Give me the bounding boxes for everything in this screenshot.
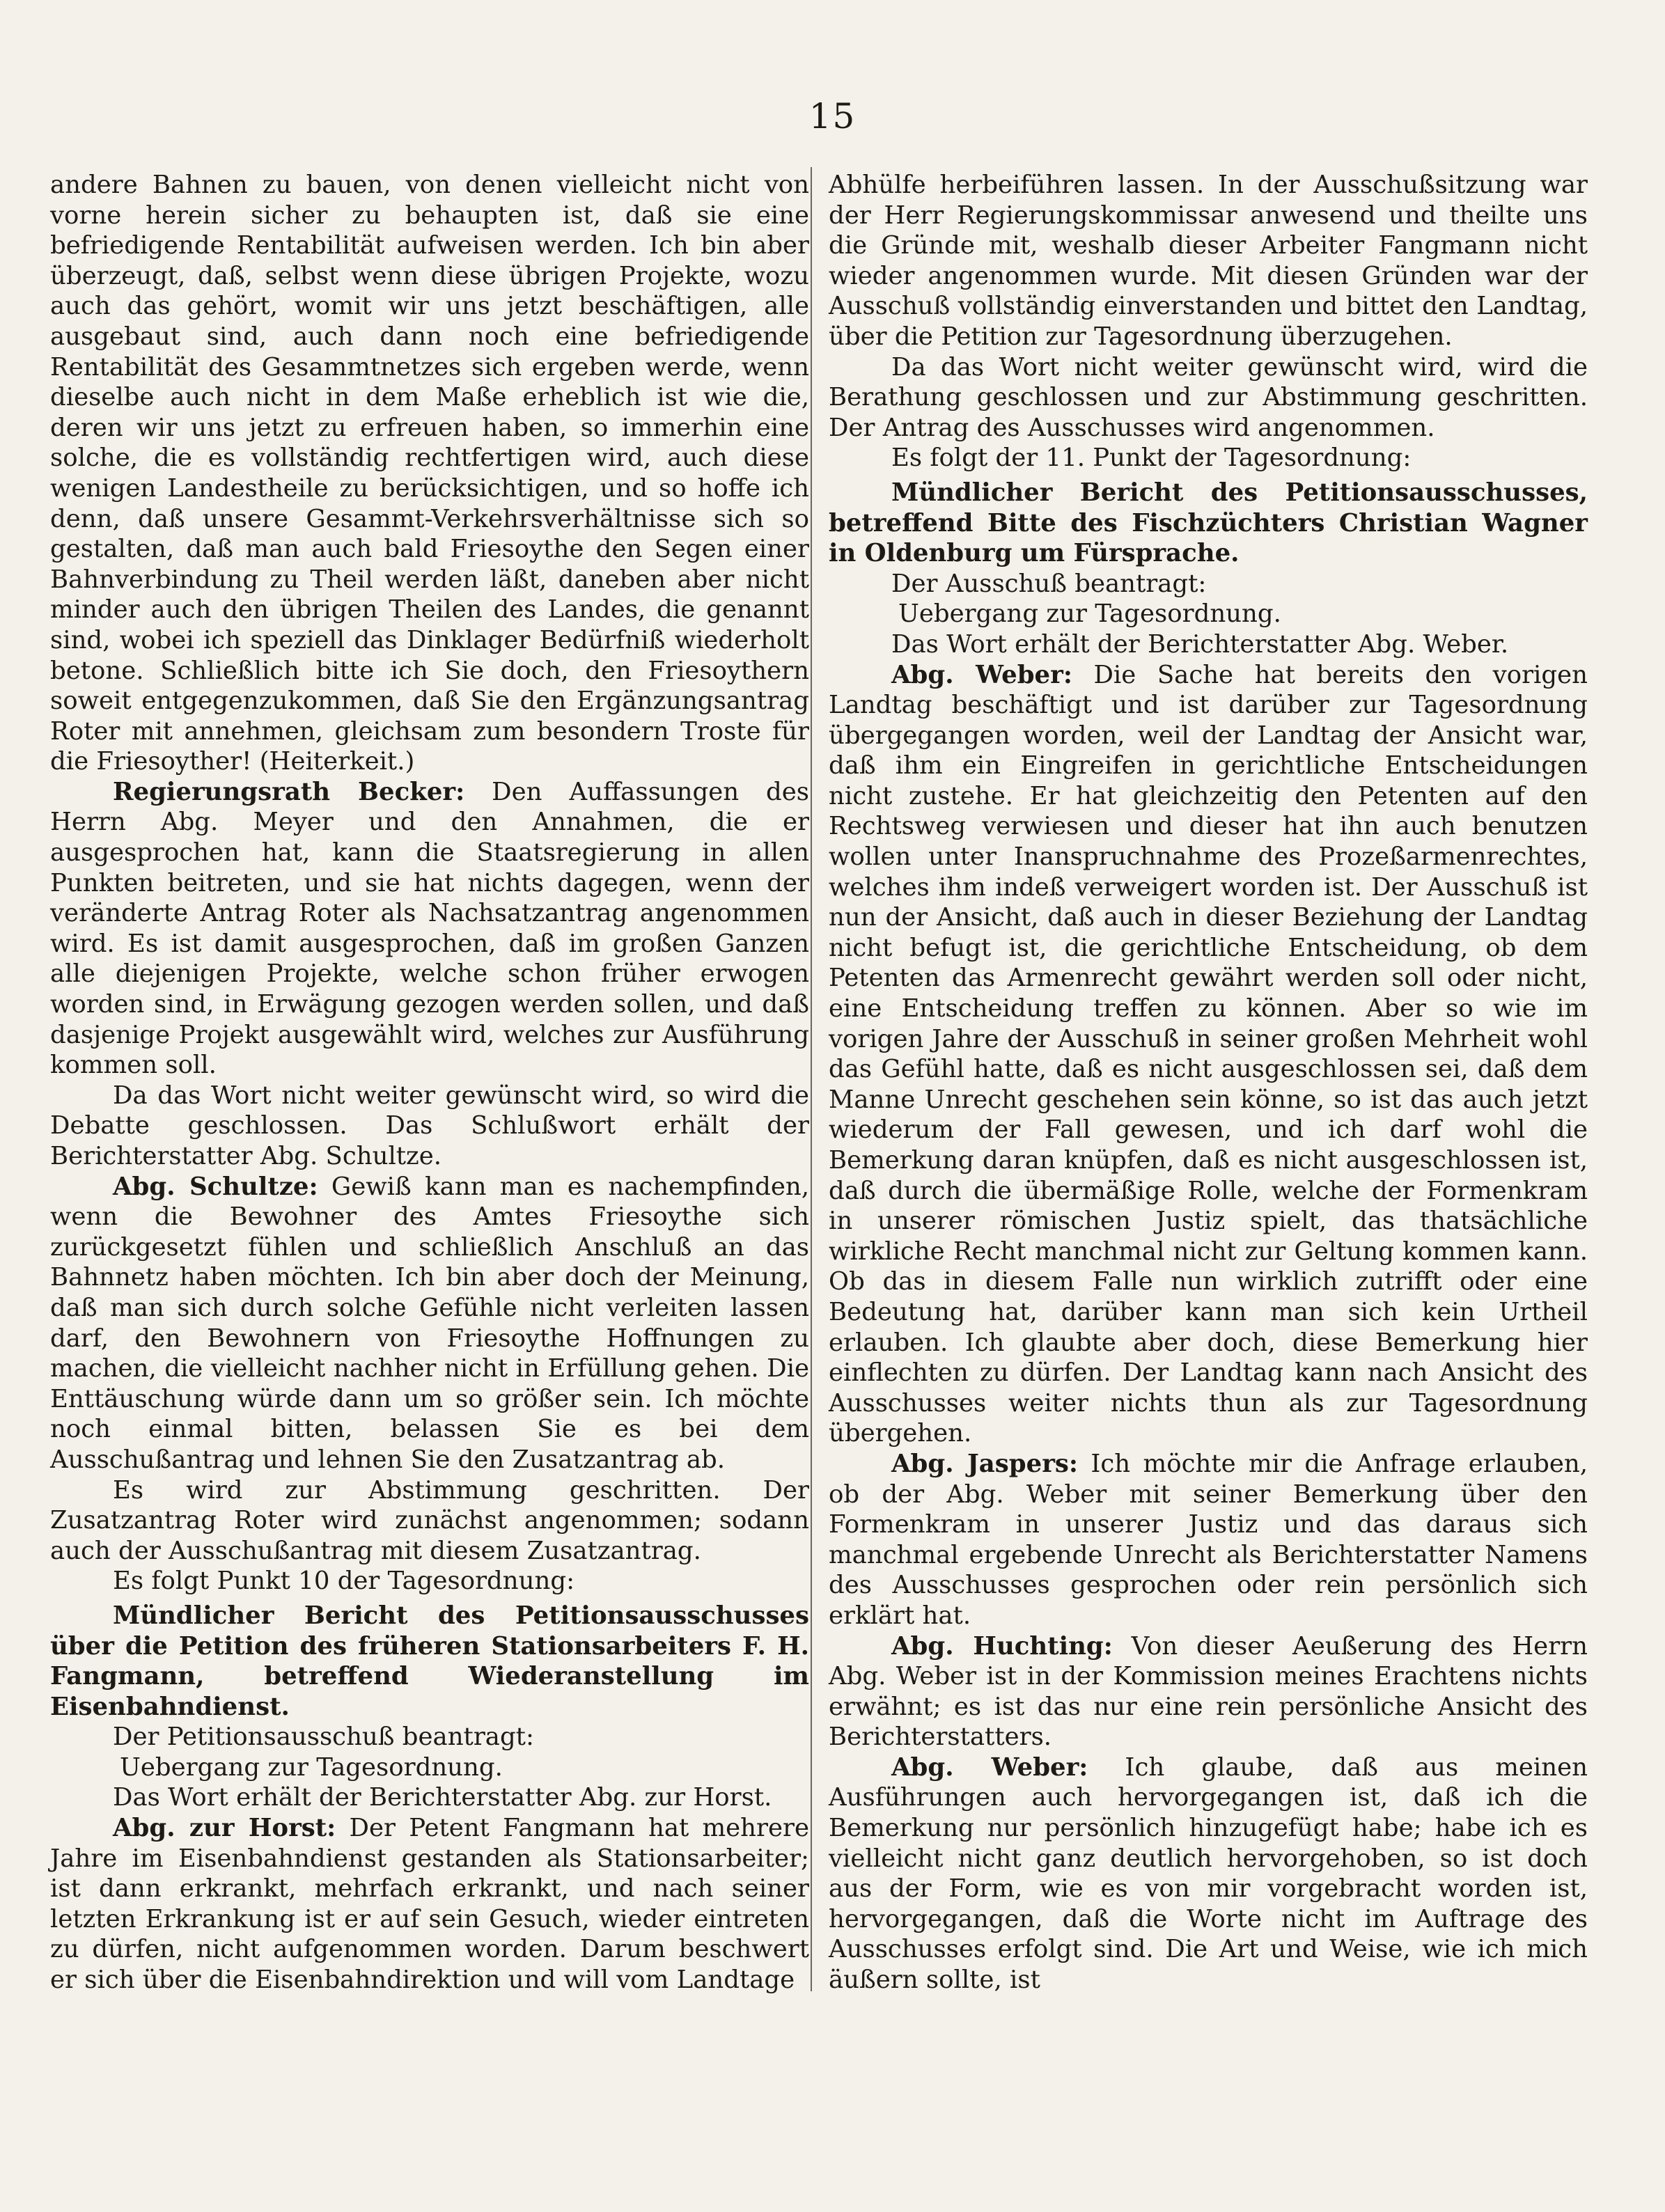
speaker-name: Abg. Weber: — [891, 1752, 1088, 1782]
speaker-name: Regierungsrath Becker: — [113, 777, 465, 806]
paragraph — [829, 1449, 1588, 1631]
paragraph — [829, 660, 1588, 1449]
page-number: 15 — [808, 96, 857, 136]
speech-text: Die Sache hat bereits den vorigen Landtag beschäftigt und ist darüber zur Tagesordnung übergegangen worden, weil der Landtag der Ansicht war, daß ihm ein Eingreifen in gerichtliche Entscheidungen nicht zustehe. Er hat gleichzeitig den Petenten auf den Rechtsweg verwiesen und dieser hat ihn auch benutzen wollen unter Inanspruchnahme des Prozeßarmenrechtes, welches ihm indeß verweigert worden ist. Der Ausschuß ist nun der Ansicht, daß auch in dieser Beziehung der Landtag nicht befugt ist, die gerichtliche Entscheidung, ob dem Petenten das Armenrecht gewährt werden soll oder nicht, eine Entscheidung treffen zu können. Aber so wie im vorigen Jahre der Ausschuß in seiner großen Mehrheit wohl das Gefühl hatte, daß es nicht ausgeschlossen sei, daß dem Manne Unrecht geschehen sein könne, so ist das auch jetzt wiederum der Fall gewesen, und ich darf wohl die Bemerkung daran knüpfen, daß es nicht ausgeschlossen ist, daß durch die übermäßige Rolle, welche der Formenkram in unserer römischen Justiz spielt, das thatsächliche wirkliche Recht manchmal nicht zur Geltung kommen kann. Ob das in diesem Falle nun wirklich zutrifft oder eine Bedeutung hat, darüber kann man sich kein Urtheil erlauben. Ich glaubte aber doch, diese Bemerkung hier einflechten zu dürfen. Der Landtag kann nach Ansicht des Ausschusses weiter nichts thun als zur Tagesordnung übergehen. — [829, 660, 1588, 1448]
speaker-name: Abg. Schultze: — [113, 1172, 318, 1201]
paragraph: andere Bahnen zu bauen, von denen vielleicht nicht von vorne herein sicher zu behaupten ist, daß sie eine befriedigende Rentabilität aufweisen werden. Ich bin aber überzeugt, daß, selbst wenn diese übrigen Projekte, wozu auch das gehört, womit wir uns jetzt beschäftigen, alle ausgebaut sind, auch dann noch eine befriedigende Rentabilität des Gesammtnetzes sich ergeben werde, wenn dieselbe auch nicht in dem Maße erheblich ist wie die, deren wir uns jetzt zu erfreuen haben, so immerhin eine solche, die es vollständig rechtfertigen wird, auch diese wenigen Landestheile zu berücksichtigen, und so hoffe ich denn, daß unsere Gesammt-Verkehrsverhältnisse sich so gestalten, daß man auch bald Friesoythe den Segen einer Bahnverbindung zu Theil werden läßt, daneben aber nicht minder auch den übrigen Theilen des Landes, die genannt sind, wobei ich speziell das Dinklager Bedürfniß wiederholt betone. Schließlich bitte ich Sie doch, den Friesoythern soweit entgegenzukommen, daß Sie den Ergänzungsantrag Roter mit annehmen, gleichsam zum besondern Troste für die Friesoyther! (Heiterkeit.) — [50, 171, 809, 776]
speech-text: Gewiß kann man es nachempfinden, wenn die Bewohner des Amtes Friesoythe sich zurückgesetzt fühlen und schließlich Anschluß an das Bahnnetz haben möchten. Ich bin aber doch der Meinung, daß man sich durch solche Gefühle nicht verleiten lassen darf, den Bewohnern von Friesoythe Hoffnungen zu machen, die vielleicht nachher nicht in Erfüllung gehen. Die Enttäuschung würde dann um so größer sein. Ich möchte noch einmal bitten, belassen Sie es bei dem Ausschußantrag und lehnen Sie den Zusatzantrag ab. — [50, 1172, 809, 1474]
paragraph — [50, 1172, 809, 1475]
speaker-name: Abg. Weber: — [891, 660, 1072, 689]
speech-text: Ich glaube, daß aus meinen Ausführungen auch hervorgegangen ist, daß ich die Bemerkung nur persönlich hinzugefügt habe; habe ich es vielleicht nicht ganz deutlich hervorgehoben, so ist doch aus der Form, wie es von mir vorgebracht worden ist, hervorgegangen, daß die Worte nicht im Auftrage des Ausschusses erfolgt sind. Die Art und Weise, wie ich mich äußern sollte, ist — [829, 1752, 1588, 1995]
paragraph: Es folgt Punkt 10 der Tagesordnung: — [113, 1567, 575, 1596]
motion-text: Uebergang zur Tagesordnung. — [120, 1752, 503, 1782]
right-column — [829, 170, 1588, 1995]
paragraph: Das Wort erhält der Berichterstatter Abg. Weber. — [891, 629, 1509, 659]
paragraph — [50, 777, 809, 1081]
speech-text: Von dieser Aeußerung des Herrn Abg. Weber ist in der Kommission meines Erachtens nichts erwähnt; es ist das nur eine rein persönliche Ansicht des Berichterstatters. — [829, 1631, 1588, 1752]
paragraph: Das Wort erhält der Berichterstatter Abg. zur Horst. — [113, 1783, 772, 1812]
paragraph — [829, 1631, 1588, 1752]
left-column — [50, 170, 809, 1995]
paragraph: Da das Wort nicht weiter gewünscht wird, so wird die Debatte geschlossen. Das Schlußwort erhält der Berichterstatter Abg. Schultze. — [50, 1081, 809, 1170]
paragraph: Abhülfe herbeiführen lassen. In der Ausschußsitzung war der Herr Regierungskommissar anwesend und theilte uns die Gründe mit, weshalb dieser Arbeiter Fangmann nicht wieder angenommen wurde. Mit diesen Gründen war der Ausschuß vollständig einverstanden und bittet den Landtag, über die Petition zur Tagesordnung überzugehen. — [829, 171, 1588, 351]
paragraph: Es wird zur Abstimmung geschritten. Der Zusatzantrag Roter wird zunächst angenommen; sodann auch der Ausschußantrag mit diesem Zusatzantrag. — [50, 1475, 809, 1565]
speech-text: Ich möchte mir die Anfrage erlauben, ob der Abg. Weber mit seiner Bemerkung über den Formenkram in unserer Justiz und das daraus sich manchmal ergebende Unrecht als Berichterstatter Namens des Ausschusses gesprochen oder rein persönlich sich erklärt hat. — [829, 1449, 1588, 1630]
column-divider — [811, 167, 812, 1991]
paragraph — [50, 1813, 809, 1995]
speech-text: Der Petent Fangmann hat mehrere Jahre im Eisenbahndienst gestanden als Stationsarbeiter; ist dann erkrankt, mehrfach erkrankt, und nach seiner letzten Erkrankung ist er auf sein Gesuch, wieder eintreten zu dürfen, nicht aufgenommen worden. Darum beschwert er sich über die Eisenbahndirektion und will vom Landtage — [50, 1814, 809, 1995]
speech-text: Den Auffassungen des Herrn Abg. Meyer und den Annahmen, die er ausgesprochen hat, kann die Staatsregierung in allen Punkten beitreten, und sie hat nichts dagegen, wenn der veränderte Antrag Roter als Nachsatzantrag angenommen wird. Es ist damit ausgesprochen, daß im großen Ganzen alle diejenigen Projekte, welche schon früher erwogen worden sind, in Erwägung gezogen werden sollen, und daß dasjenige Projekt ausgewählt wird, welches zur Ausführung kommen soll. — [50, 777, 809, 1080]
speaker-name: Abg. zur Horst: — [113, 1814, 336, 1843]
speaker-name: Abg. Jaspers: — [891, 1449, 1078, 1478]
motion-text: Uebergang zur Tagesordnung. — [898, 599, 1281, 629]
paragraph: Der Petitionsausschuß beantragt: — [113, 1723, 534, 1752]
paragraph: Der Ausschuß beantragt: — [891, 569, 1207, 598]
speaker-name: Abg. Huchting: — [891, 1631, 1113, 1661]
paragraph: Es folgt der 11. Punkt der Tagesordnung: — [891, 444, 1412, 473]
paragraph: Da das Wort nicht weiter gewünscht wird, wird die Berathung geschlossen und zur Abstimmung geschritten. Der Antrag des Ausschusses wird angenommen. — [829, 352, 1588, 442]
paragraph — [829, 1752, 1588, 1995]
agenda-heading: Mündlicher Bericht des Petitionsausschusses, betreffend Bitte des Fischzüchters Christian Wagner in Oldenburg um Fürsprache. — [829, 478, 1588, 568]
agenda-heading: Mündlicher Bericht des Petitionsausschusses über die Petition des früheren Stationsarbeiters F. H. Fangmann, betreffend Wiederanstellung im Eisenbahndienst. — [50, 1601, 809, 1721]
